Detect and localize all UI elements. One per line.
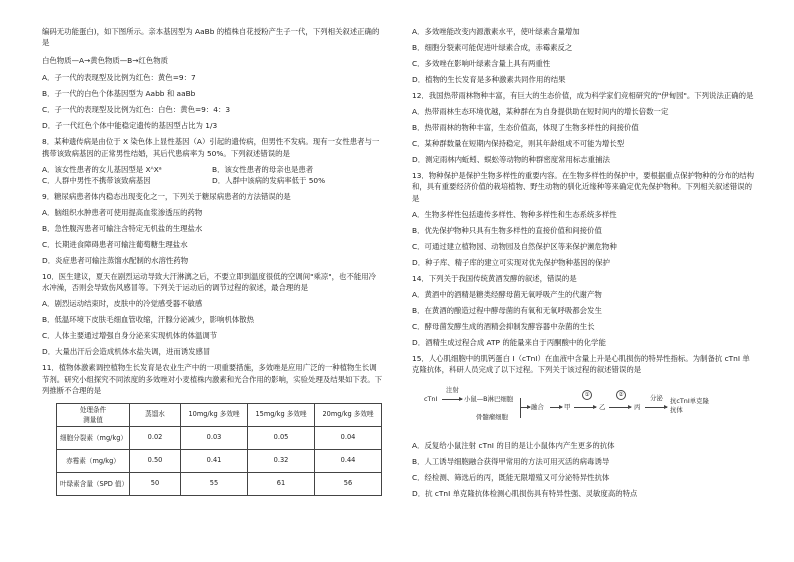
q12-option-a: A．热带雨林生态环境优越，某种群在为自身提供助在短时间内的增长倍数一定 [412, 107, 669, 116]
q8-option-c: C．人群中男性不携带该致病基因 [42, 176, 151, 186]
q14-option-c: C．酵母菌发酵生成的酒精会抑制发酵容器中杂菌的生长 [412, 321, 595, 331]
q10-option-c: C．人体主要通过增强自身分泌来实现机体的体温调节 [42, 331, 218, 341]
table-cell: 61 [248, 472, 315, 495]
question-15-stem: 15．人心肌细胞中的肌钙蛋白 I（cTnI）在血液中含量上升是心肌损伤的特异性指标。为制备抗 cTnI 单克隆抗体，科研人员完成了以下过程。下列关于该过程的叙述错误的是 [412, 353, 750, 375]
q11-option-a: A．多效唑能改变内源激素水平，使叶绿素含量增加 [412, 27, 580, 36]
q12-option-b: B．热带雨林的物种丰富，生态价值高，体现了生物多样性的间接价值 [412, 123, 639, 132]
column-header: 10mg/kg 多效唑 [181, 403, 248, 426]
right-column [412, 26, 754, 504]
question-13-stem: 13．物种保护是保护生物多样性的重要内容。在生物多样性的保护中，要根据重点保护物种的分布的结构和，具有重要经济价值的栽培植物、野生动物的驯化近缘种等来确定优先保护物种。下列相关叙述错误的是 [412, 171, 754, 203]
q9-option-b: B．急性腹泻患者可输注含特定无机盐的生理盐水 [42, 224, 203, 234]
diagram-mouse-b-cell: 小鼠—B淋巴细胞 [464, 395, 514, 404]
q7-option-c: C．子一代的表现型及比例为红色：白色：黄色=9：4：3 [42, 105, 231, 115]
table-cell: 0.41 [181, 449, 248, 472]
table-row [57, 472, 382, 495]
q8-options-row-2 [42, 175, 382, 186]
arrow-icon [574, 407, 596, 408]
column-header: 蒸馏水 [130, 403, 181, 426]
q8-option-a: A．该女性患者的女儿基因型是 XᴬXᵃ [42, 164, 162, 174]
diagram-myeloma: 骨髓瘤细胞 [476, 413, 508, 422]
pigment-pathway: 白色物质—A→黄色物质—B→红色物质 [42, 55, 168, 65]
arrow-icon [550, 407, 562, 408]
q10-option-d: D．大量出汗后会造成机体水盐失调，进而诱发感冒 [42, 347, 211, 357]
q14-option-d: D．酒精生成过程合成 ATP 的能量来自于丙酮酸中的化学能 [412, 337, 606, 347]
table-row [57, 449, 382, 472]
diagram-cell-b: 乙 [599, 403, 606, 412]
q9-option-c: C．长期进食障碍患者可输注葡萄糖生理盐水 [42, 240, 188, 250]
q14-option-b: B．在黄酒的酿造过程中酵母菌的有氧和无氧呼吸都会发生 [412, 305, 602, 315]
row-label: 细胞分裂素（mg/kg） [57, 426, 130, 449]
antibody-preparation-diagram [424, 380, 754, 436]
q13-option-a: A．生物多样性包括遗传多样性、物种多样性和生态系统多样性 [412, 209, 617, 219]
step-1-marker: ① [582, 390, 592, 400]
q14-option-a: A．黄酒中的酒精是糖类经酵母菌无氧呼吸产生的代谢产物 [412, 289, 602, 299]
q8-option-d: D．人群中该病的发病率低于 50% [212, 176, 326, 186]
table-cell: 0.04 [315, 426, 382, 449]
column-header: 20mg/kg 多效唑 [315, 403, 382, 426]
corner-header-bottom: 测量值 [83, 415, 103, 424]
arrow-icon [609, 407, 631, 408]
diagram-inject-label: 注射 [446, 386, 459, 395]
q12-option-c: C．某种群数量在短期内保持稳定，则其年龄组成不可能为增长型 [412, 139, 625, 148]
question-12-stem: 12．我国热带雨林物种丰富，有巨大的生态价值，成为科学家们竞相研究的"伊甸园"。下列说法正确的是 [412, 91, 754, 100]
table-cell: 56 [315, 472, 382, 495]
question-14-stem: 14．下列关于我国传统黄酒发酵的叙述，错误的是 [412, 273, 577, 283]
q10-option-a: A．剧烈运动结束时，皮肤中的冷觉感受器不敏感 [42, 299, 203, 309]
question-8-stem: 8．某种遗传病是由位于 X 染色体上显性基因（A）引起的遗传病，但男性不发病。现有一女性患者与一携带该致病基因的正常男性结婚，其后代患病率为 50%。下列叙述错误的是 [42, 137, 380, 158]
q8-option-b: B．该女性患者的母亲也是患者 [212, 164, 314, 174]
table-cell: 0.32 [248, 449, 315, 472]
q8-options-row-1 [42, 164, 382, 175]
q15-option-c: C．经检测、筛选后的丙，既能无限增殖又可分泌特异性抗体 [412, 473, 610, 483]
table-cell: 50 [130, 472, 181, 495]
diagram-secrete-label: 分泌 [650, 394, 663, 403]
diagram-cell-c: 丙 [634, 403, 641, 412]
q15-option-d: D．抗 cTnI 单克隆抗体检测心肌损伤具有特异性强、灵敏度高的特点 [412, 489, 638, 499]
q12-option-d: D．测定雨林内蚯蚓、蜈蚣等动物的种群密度常用标志重捕法 [412, 155, 610, 164]
table-header-row [57, 403, 382, 426]
q11-option-b: B．细胞分裂素可能促进叶绿素合成，赤霉素反之 [412, 43, 573, 52]
question-9-stem: 9．糖尿病患者体内稳态出现变化之一，下列关于糖尿病患者的方法错误的是 [42, 192, 291, 202]
table-cell: 0.05 [248, 426, 315, 449]
q9-option-d: D．炎症患者可输注蒸馏水配制的水溶性药物 [42, 256, 189, 266]
table-cell: 0.44 [315, 449, 382, 472]
arrow-icon [520, 407, 530, 408]
row-label: 赤霉素（mg/kg） [57, 449, 130, 472]
step-2-marker: ② [616, 390, 626, 400]
arrow-icon [442, 399, 462, 400]
q15-option-b: B．人工诱导细胞融合获得甲常用的方法可用灭活的病毒诱导 [412, 457, 610, 467]
question-7-intro: 编码无功能蛋白)，如下图所示。亲本基因型为 AaBb 的植株自花授粉产生子一代，下列相关叙述正确的是 [42, 27, 380, 48]
hormone-table [56, 403, 382, 496]
q13-option-c: C．可通过建立植物园、动物园及自然保护区等来保护濒危物种 [412, 241, 617, 251]
q11-option-d: D．植物的生长发育是多种激素共同作用的结果 [412, 75, 566, 84]
bracket-line [520, 398, 521, 418]
q9-option-a: A．脑组织水肿患者可使用提高血浆渗透压的药物 [42, 208, 203, 218]
q7-option-a: A．子一代的表现型及比例为红色：黄色=9：7 [42, 73, 196, 83]
q13-option-b: B．优先保护物种只具有生物多样性的直接价值和间接价值 [412, 225, 602, 235]
q7-option-b: B．子一代的白色个体基因型为 Aabb 和 aaBb [42, 89, 196, 99]
diagram-antigen: cTnI [424, 395, 438, 404]
table-cell: 0.03 [181, 426, 248, 449]
diagram-fuse-label: 融合 [531, 403, 544, 412]
diagram-cell-a: 甲 [564, 403, 571, 412]
diagram-product: 抗cTnI单克隆抗体 [670, 397, 709, 415]
table-row [57, 426, 382, 449]
arrow-icon [645, 407, 667, 408]
question-10-stem: 10．医生建议，夏天在剧烈运动导致大汗淋漓之后，不要立即到温度很低的空调间"乘凉"，也不能用冷水冲澡，否则会导致伤风感冒等。下列关于运动后的调节过程的叙述，最合理的是 [42, 272, 377, 293]
column-header: 15mg/kg 多效唑 [248, 403, 315, 426]
table-cell: 55 [181, 472, 248, 495]
table-cell: 0.50 [130, 449, 181, 472]
q11-option-c: C．多效唑在影响叶绿素含量上具有两重性 [412, 59, 551, 68]
q13-option-d: D．种子库、精子库的建立可实现对优先保护物种基因的保护 [412, 257, 610, 267]
q10-option-b: B．低温环境下皮肤毛细血管收缩，汗腺分泌减少，影响机体散热 [42, 315, 255, 325]
question-11-stem: 11．植物体激素调控植物生长发育是农业生产中的一项重要措施，多效唑是应用广泛的一种植物生长调节剂。研究小组探究不同浓度的多效唑对小麦植株内激素和光合作用的影响，实验处理及结果如下表。下列推断不合理的是 [42, 363, 382, 396]
q7-option-d: D．子一代红色个体中能稳定遗传的基因型占比为 1/3 [42, 121, 218, 131]
table-corner-header [57, 403, 130, 426]
table-cell: 0.02 [130, 426, 181, 449]
left-column [42, 26, 382, 496]
row-label: 叶绿素含量（SPD 值） [57, 472, 130, 495]
q15-option-a: A．反复给小鼠注射 cTnI 的目的是让小鼠体内产生更多的抗体 [412, 441, 615, 451]
corner-header-top: 处理条件 [79, 405, 107, 414]
